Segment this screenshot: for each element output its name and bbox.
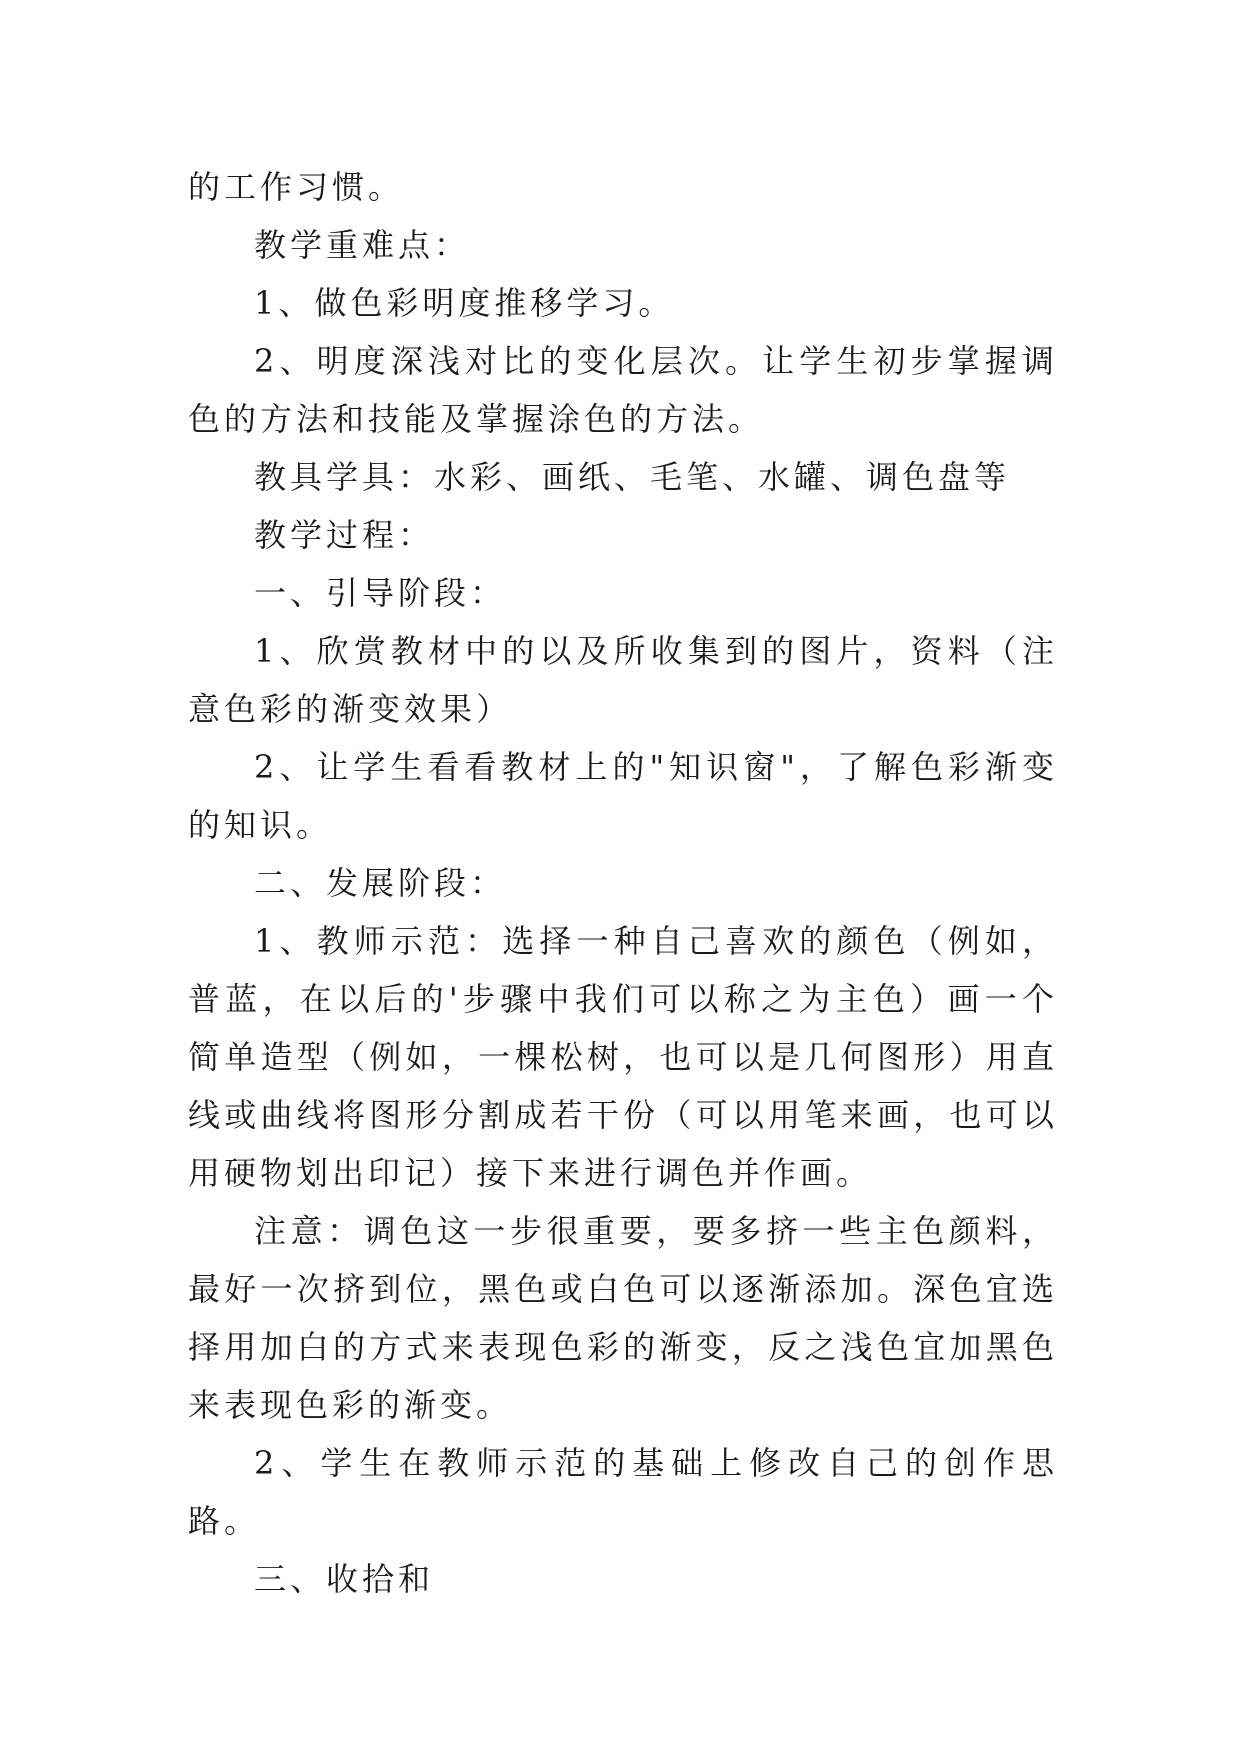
paragraph-continuation: 的工作习惯。 <box>188 168 405 206</box>
paragraph-stage-1-item-1: 1、欣赏教材中的以及所收集到的图片，资料（注意色彩的渐变效果） <box>188 632 1058 728</box>
heading-teaching-key-points: 教学重难点： <box>254 226 471 264</box>
paragraph-teaching-materials: 教具学具：水彩、画纸、毛笔、水罐、调色盘等 <box>254 458 1011 496</box>
paragraph-stage-2-item-2: 2、学生在教师示范的基础上修改自己的创作思路。 <box>188 1444 1058 1540</box>
paragraph-key-point-2: 2、明度深浅对比的变化层次。让学生初步掌握调色的方法和技能及掌握涂色的方法。 <box>188 342 1058 438</box>
heading-stage-1: 一、引导阶段： <box>254 574 507 612</box>
heading-stage-3: 三、收拾和 <box>254 1560 435 1598</box>
paragraph-stage-2-item-1: 1、教师示范：选择一种自己喜欢的颜色（例如，普蓝，在以后的'步骤中我们可以称之为主色）画一个简单造型（例如，一棵松树，也可以是几何图形）用直线或曲线将图形分割成若干份（可以用笔来画，也可以用硬物划出印记）接下来进行调色并作画。 <box>188 922 1058 1192</box>
paragraph-stage-1-item-2: 2、让学生看看教材上的"知识窗"，了解色彩渐变的知识。 <box>188 748 1058 844</box>
document-body <box>188 158 1058 1608</box>
paragraph-key-point-1: 1、做色彩明度推移学习。 <box>254 284 675 322</box>
heading-stage-2: 二、发展阶段： <box>254 864 507 902</box>
heading-teaching-process: 教学过程： <box>254 516 435 554</box>
paragraph-note: 注意：调色这一步很重要，要多挤一些主色颜料，最好一次挤到位，黑色或白色可以逐渐添加。深色宜选择用加白的方式来表现色彩的渐变，反之浅色宜加黑色来表现色彩的渐变。 <box>188 1212 1058 1424</box>
